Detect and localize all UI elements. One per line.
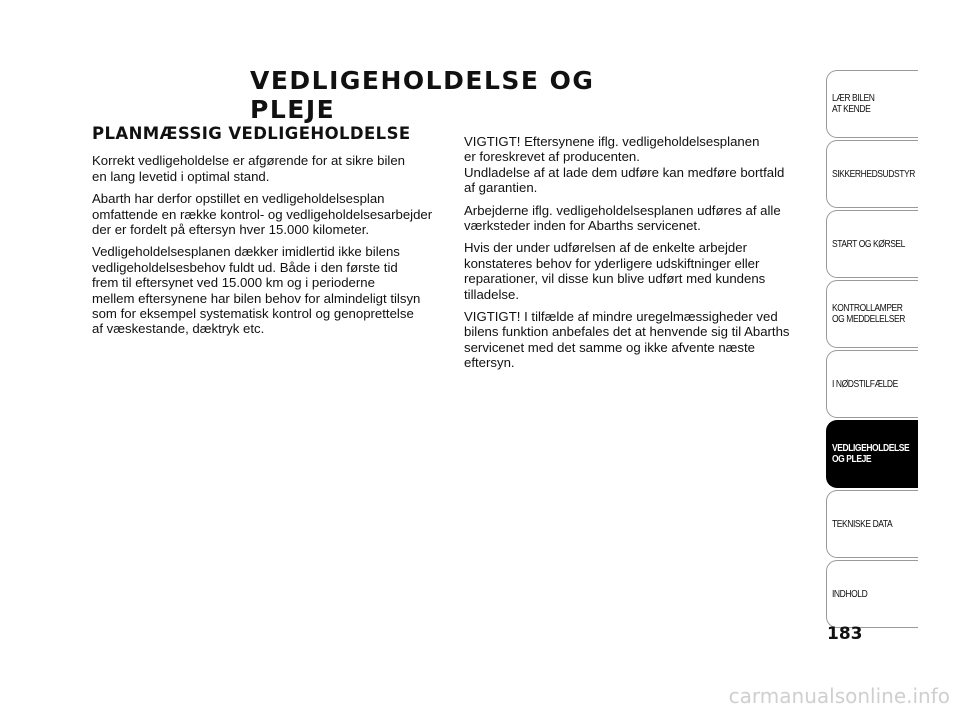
tab-vedligeholdelse-og-pleje[interactable] [826,420,918,488]
tab-laer-bilen-at-kende[interactable] [826,70,918,138]
right-column [464,134,816,378]
tab-label: TEKNISKE DATA [832,518,893,530]
tab-i-nodstilfaelde[interactable] [826,350,918,418]
tab-label: LÆR BILEN AT KENDE [832,93,875,115]
paragraph: Hvis der under udførelsen af de enkelte arbejder konstateres behov for yderligere udskiftninger eller reparationer, vil disse kun blive udført med kundens tilladelse. [464,240,766,302]
tab-label: INDHOLD [832,588,868,600]
page-number: 183 [827,624,863,644]
tab-kontrollamper[interactable] [826,280,918,348]
tab-label: I NØDSTILFÆLDE [832,378,898,390]
left-column [92,126,444,344]
tab-label: KONTROLLAMPER OG MEDDELELSER [832,303,905,325]
chapter-tabs [826,70,918,630]
paragraph: Vedligeholdelsesplanen dækker imidlertid ikke bilens vedligeholdelsesbehov fuldt ud. Både i den første tid frem til eftersynet ved 15.000 km og i perioderne mellem eftersynene har bilen behov for almindeligt tilsyn som for eksempel systematisk kontrol og genoprettelse af væskestande, dæktryk etc. [92,244,421,337]
watermark: carmanualsonline.info [728,684,950,708]
paragraph: Arbejderne iflg. vedligeholdelsesplanen udføres af alle værksteder inden for Abarths servicenet. [464,202,781,234]
paragraph: Abarth har derfor opstillet en vedligeholdelsesplan omfattende en række kontrol- og vedligeholdelsesarbejder der er fordelt på eftersyn hver 15.000 kilometer. [92,191,433,238]
section-heading: PLANMÆSSIG VEDLIGEHOLDELSE [92,124,411,143]
paragraph: Korrekt vedligeholdelse er afgørende for at sikre bilen en lang levetid i optimal stand. [92,153,406,184]
tab-label: SIKKERHEDSUDSTYR [832,168,915,180]
page-title: VEDLIGEHOLDELSE OG PLEJE [250,66,595,124]
paragraph: VIGTIGT! I tilfælde af mindre uregelmæssigheder ved bilens funktion anbefales det at henvende sig til Abarths servicenet med det samme og ikke afvente næste eftersyn. [464,309,790,371]
paragraph: VIGTIGT! Eftersynene iflg. vedligeholdelsesplanen er foreskrevet af producenten. Undladelse af at lade dem udføre kan medføre bortfald af garantien. [464,134,785,196]
tab-indhold[interactable] [826,560,918,628]
tab-start-og-korsel[interactable] [826,210,918,278]
tab-sikkerhedsudstyr[interactable] [826,140,918,208]
tab-label: START OG KØRSEL [832,238,905,250]
tab-label: VEDLIGEHOLDELSE OG PLEJE [832,443,910,465]
tab-tekniske-data[interactable] [826,490,918,558]
